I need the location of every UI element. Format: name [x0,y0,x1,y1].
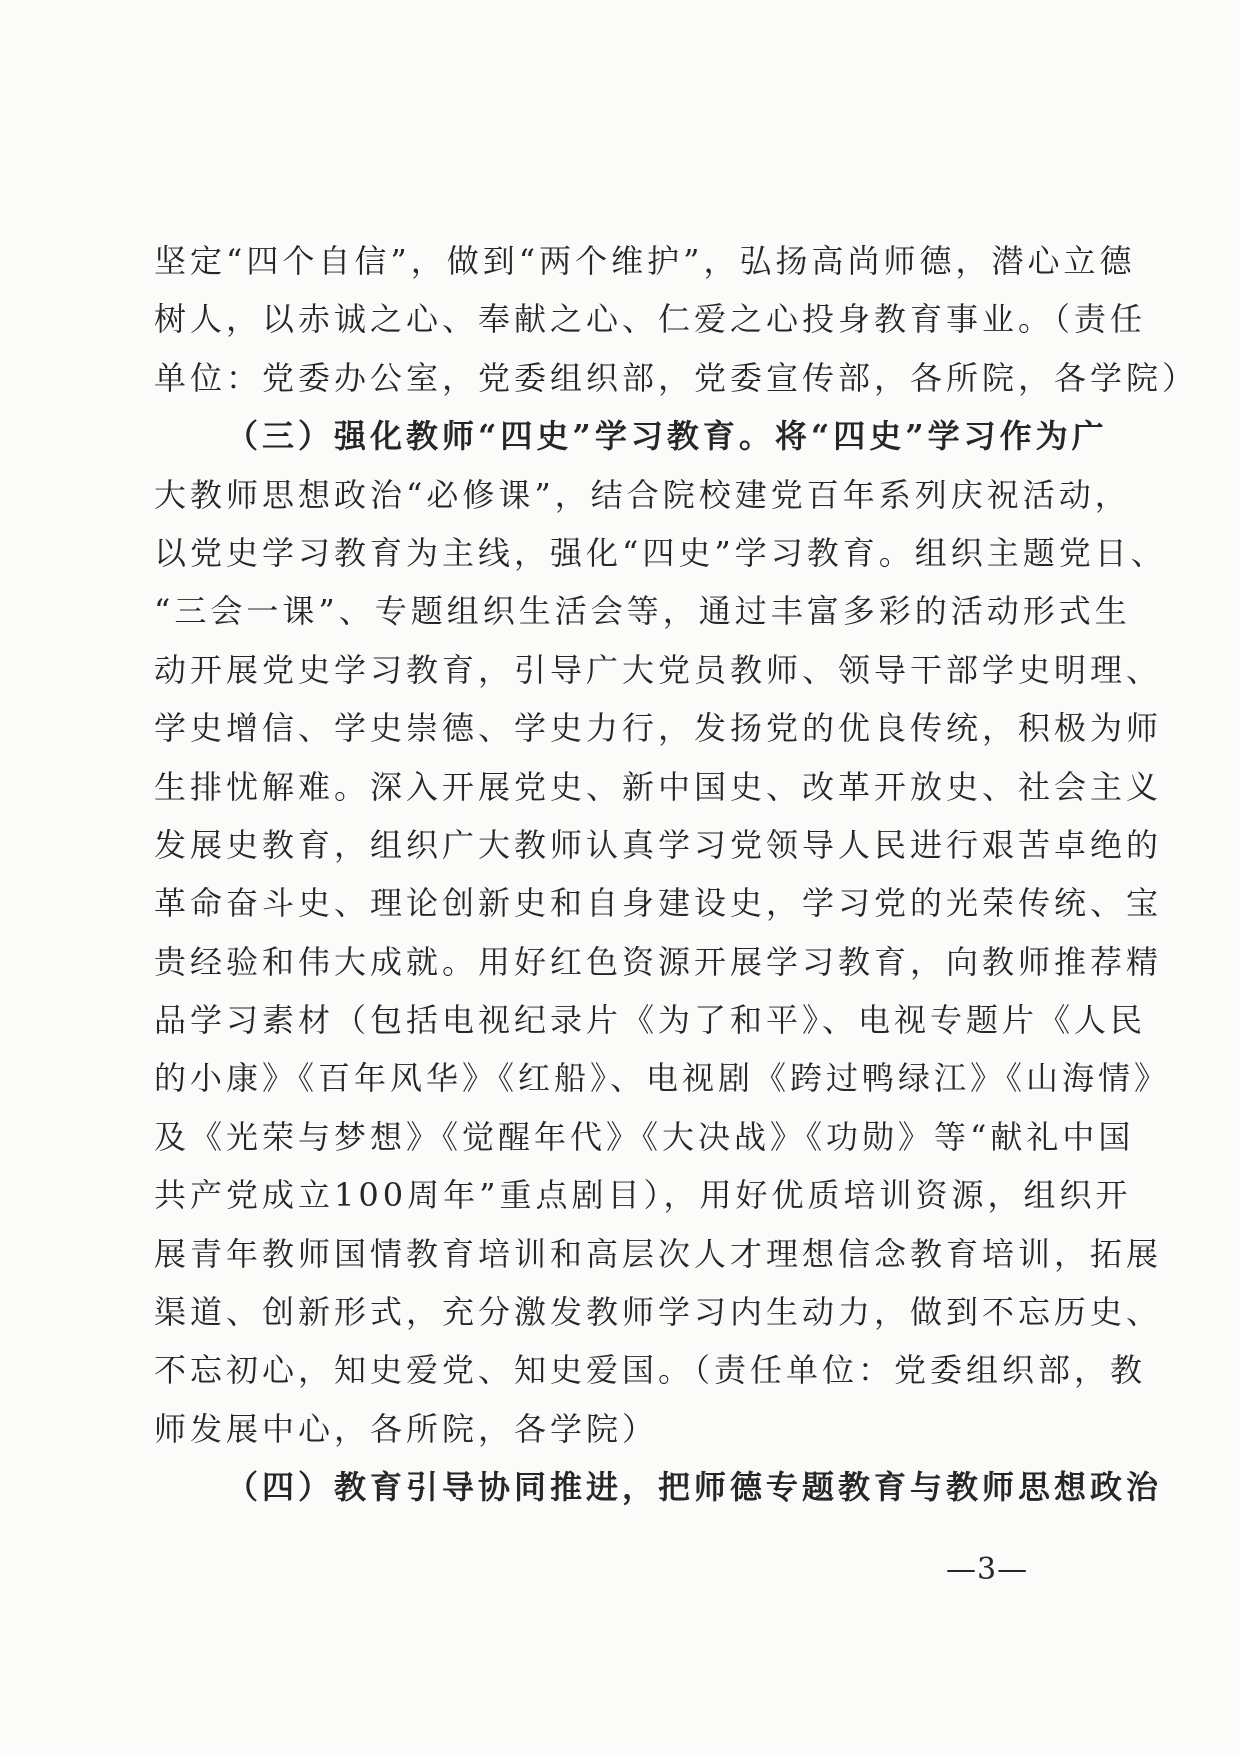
section-heading-three: （三）强化教师“四史”学习教育。将“四史”学习作为广 [226,417,1108,456]
text-line: 大教师思想政治“必修课”，结合院校建党百年系列庆祝活动， [154,475,1131,514]
text-line: 单位：党委办公室，党委组织部，党委宣传部，各所院，各学院） [154,358,1199,397]
section-heading-four: （四）教育引导协同推进，把师德专题教育与教师思想政治 [226,1468,1163,1507]
text-line: 革命奋斗史、理论创新史和自身建设史，学习党的光荣传统、宝 [154,884,1163,923]
text-line: 以党史学习教育为主线，强化“四史”学习教育。组织主题党日、 [154,533,1167,572]
text-line: 发展史教育，组织广大教师认真学习党领导人民进行艰苦卓绝的 [154,825,1163,864]
text-line: 师发展中心，各所院，各学院） [154,1409,659,1448]
text-line: 贵经验和伟大成就。用好红色资源开展学习教育，向教师推荐精 [154,942,1163,981]
text-line: 品学习素材（包括电视纪录片《为了和平》、电视专题片《人民 [154,1001,1147,1040]
text-line: 不忘初心，知史爱党、知史爱国。（责任单位：党委组织部，教 [154,1351,1147,1390]
text-line: 共产党成立100周年”重点剧目），用好优质培训资源，组织开 [154,1176,1132,1215]
text-line: 渠道、创新形式，充分激发教师学习内生动力，做到不忘历史、 [154,1293,1163,1332]
text-line: 学史增信、学史崇德、学史力行，发扬党的优良传统，积极为师 [154,709,1163,748]
text-line: 展青年教师国情教育培训和高层次人才理想信念教育培训，拓展 [154,1234,1163,1273]
text-line: 树人，以赤诚之心、奉献之心、仁爱之心投身教育事业。（责任 [154,300,1147,339]
text-line: 及《光荣与梦想》《觉醒年代》《大决战》《功勋》等“献礼中国 [154,1117,1135,1156]
text-line: 的小康》《百年风华》《红船》、电视剧《跨过鸭绿江》《山海情》 [154,1059,1171,1098]
text-line: 生排忧解难。深入开展党史、新中国史、改革开放史、社会主义 [154,767,1163,806]
text-line: “三会一课”、专题组织生活会等，通过丰富多彩的活动形式生 [154,592,1131,631]
document-body [154,232,1199,1517]
text-line: 坚定“四个自信”，做到“两个维护”，弘扬高尚师德，潜心立德 [154,242,1136,280]
text-line: 动开展党史学习教育，引导广大党员教师、领导干部学史明理、 [154,650,1163,689]
page-number: —3— [946,1552,1029,1587]
